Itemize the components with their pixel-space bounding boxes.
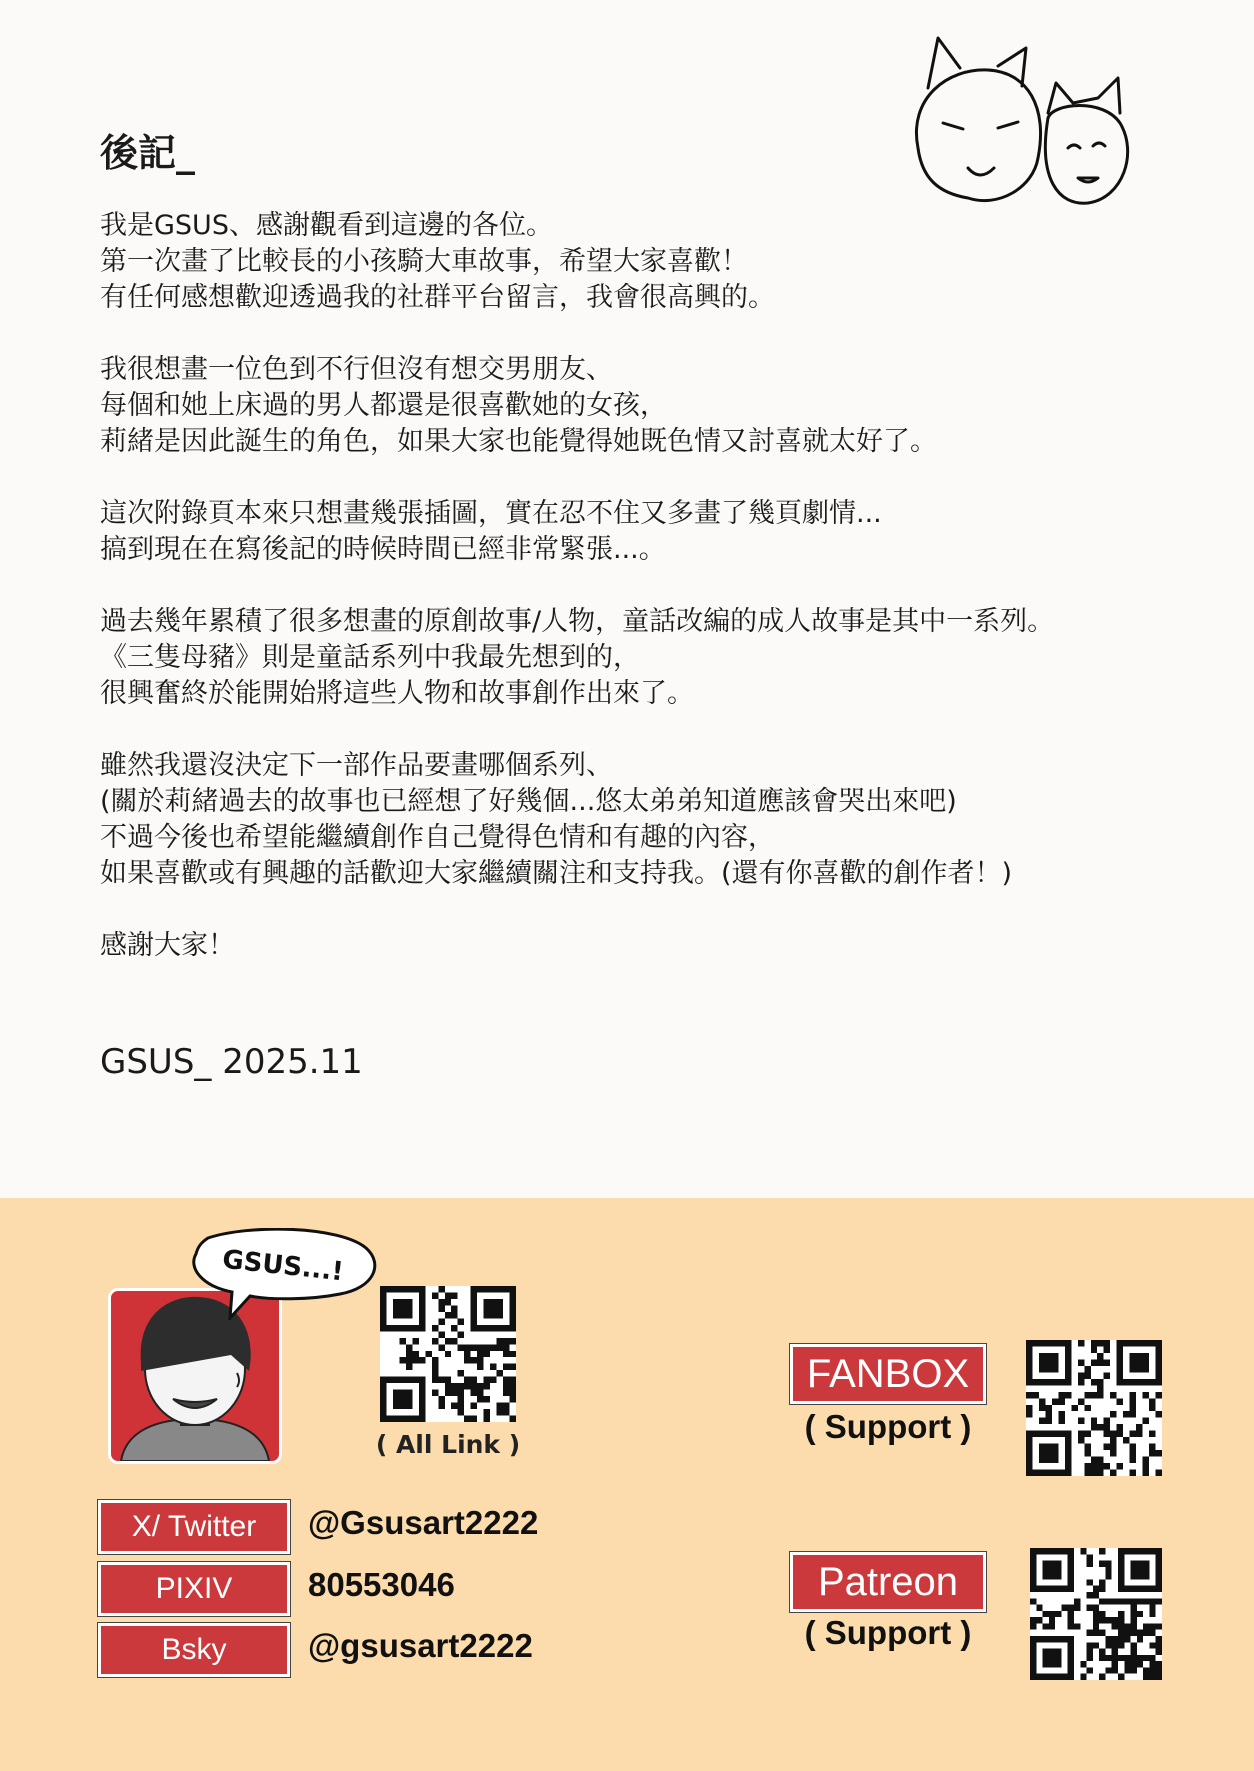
links-footer: [0, 1198, 1254, 1771]
qr-icon: [1030, 1548, 1162, 1680]
fanbox-support-note: ( Support ): [804, 1408, 972, 1445]
text-line: 我很想畫一位色到不行但沒有想交男朋友、: [100, 354, 613, 385]
text-line: 搞到現在在寫後記的時候時間已經非常緊張...。: [100, 534, 666, 565]
text-line: 每個和她上床過的男人都還是很喜歡她的女孩，: [100, 390, 667, 421]
text-line: 感謝大家！: [100, 930, 235, 961]
pixiv-label: PIXIV: [98, 1562, 290, 1616]
text-line: 我是GSUS、感謝觀看到這邊的各位。: [100, 210, 553, 241]
signature: GSUS_ 2025.11: [100, 1042, 363, 1082]
text-line: 很興奮終於能開始將這些人物和故事創作出來了。: [100, 678, 694, 709]
text-line: (關於莉緒過去的故事也已經想了好幾個...悠太弟弟知道應該會哭出來吧): [100, 786, 957, 817]
patreon-label[interactable]: Patreon: [790, 1552, 986, 1612]
bsky-handle[interactable]: @gsusart2222: [308, 1627, 533, 1664]
all-link-qr-code[interactable]: [380, 1286, 516, 1422]
patreon-support-note: ( Support ): [804, 1614, 972, 1651]
text-line: 不過今後也希望能繼續創作自己覺得色情和有趣的內容，: [100, 822, 775, 853]
paragraph: [100, 496, 1160, 568]
paragraph: [100, 352, 1160, 460]
text-line: 第一次畫了比較長的小孩騎大車故事，希望大家喜歡！: [100, 246, 748, 277]
pixiv-id[interactable]: 80553046: [308, 1566, 455, 1603]
afterword-body: [100, 208, 1160, 1000]
chibi-characters-doodle: [898, 28, 1158, 238]
patreon-qr-code[interactable]: [1030, 1548, 1162, 1680]
afterword-title: 後記_: [100, 131, 196, 175]
paragraph: [100, 208, 1160, 316]
text-line: 雖然我還沒決定下一部作品要畫哪個系列、: [100, 750, 613, 781]
paragraph: [100, 748, 1160, 892]
qr-icon: [1026, 1340, 1162, 1476]
speech-bubble-text: GSUS...!: [220, 1244, 345, 1288]
text-line: 過去幾年累積了很多想畫的原創故事/人物，童話改編的成人故事是其中一系列。: [100, 606, 1055, 637]
paragraph: [100, 928, 1160, 964]
bsky-label: Bsky: [98, 1623, 290, 1677]
text-line: 有任何感想歡迎透過我的社群平台留言，我會很高興的。: [100, 282, 775, 313]
text-line: 《三隻母豬》則是童話系列中我最先想到的，: [100, 642, 640, 673]
text-line: 這次附錄頁本來只想畫幾張插圖，實在忍不住又多畫了幾頁劇情...: [100, 498, 882, 529]
twitter-handle[interactable]: @Gsusart2222: [308, 1504, 539, 1541]
fanbox-label[interactable]: FANBOX: [790, 1344, 986, 1404]
speech-bubble: [190, 1228, 380, 1320]
fanbox-qr-code[interactable]: [1026, 1340, 1162, 1476]
text-line: 莉緒是因此誕生的角色，如果大家也能覺得她既色情又討喜就太好了。: [100, 426, 937, 457]
all-link-label[interactable]: ( All Link ): [375, 1430, 521, 1459]
qr-icon: [380, 1286, 516, 1422]
twitter-label: X/ Twitter: [98, 1500, 290, 1554]
paragraph: [100, 604, 1160, 712]
text-line: 如果喜歡或有興趣的話歡迎大家繼續關注和支持我。(還有你喜歡的創作者！): [100, 858, 1013, 889]
